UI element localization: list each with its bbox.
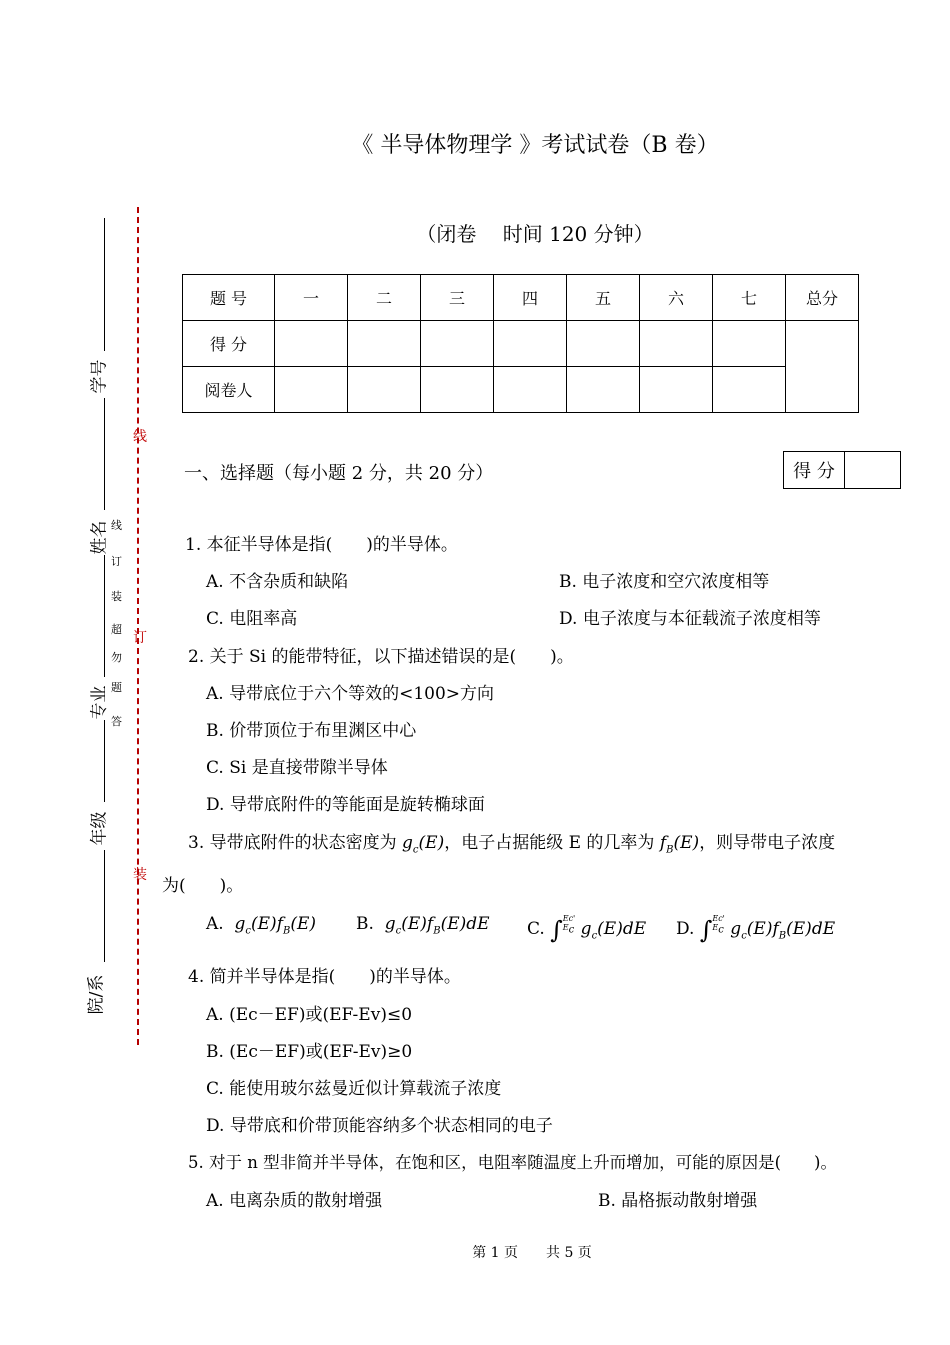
table-cell: 题 号 <box>183 275 275 321</box>
integral-sign-icon: ∫ <box>699 916 713 944</box>
question-2-option-c[interactable]: C. Si 是直接带隙半导体 <box>206 758 388 778</box>
field-line-student-id[interactable] <box>104 218 105 351</box>
table-cell[interactable] <box>713 321 786 367</box>
field-label-major: 专业 <box>89 685 110 720</box>
table-cell[interactable] <box>275 321 348 367</box>
field-label-name: 姓名 <box>89 520 110 555</box>
question-1-option-c[interactable]: C. 电阻率高 <box>206 609 298 629</box>
table-cell[interactable] <box>494 367 567 413</box>
math-gc: $g_c(E)$ <box>402 833 445 856</box>
question-2-stem: 2. 关于 Si 的能带特征，以下描述错误的是( )。 <box>188 647 574 667</box>
binding-mark-zhuang: 装 <box>133 867 147 883</box>
table-cell[interactable] <box>421 367 494 413</box>
table-cell: 六 <box>640 275 713 321</box>
table-cell: 一 <box>275 275 348 321</box>
question-5-option-b[interactable]: B. 晶格振动散射增强 <box>598 1191 758 1211</box>
table-cell[interactable] <box>275 367 348 413</box>
notice-char: 超 <box>111 623 122 636</box>
field-label-department: 院/系 <box>86 974 107 1015</box>
notice-char: 勿 <box>111 651 122 664</box>
table-cell[interactable] <box>640 367 713 413</box>
question-3-option-b[interactable]: B. $g_c(E)f_B(E)dE$ <box>356 914 490 937</box>
table-cell[interactable] <box>348 321 421 367</box>
question-4-stem: 4. 简并半导体是指( )的半导体。 <box>188 967 461 987</box>
notice-char: 装 <box>111 590 122 603</box>
question-4-option-b[interactable]: B. (Ec－EF)或(EF-Ev)≥0 <box>206 1042 413 1062</box>
field-label-grade: 年级 <box>89 811 110 846</box>
notice-char: 答 <box>111 715 122 728</box>
exam-title: 《 半导体物理学 》考试试卷（B 卷） <box>351 133 719 158</box>
math-fb: $f_B(E)$ <box>659 833 700 856</box>
table-row <box>183 321 859 367</box>
table-cell: 七 <box>713 275 786 321</box>
table-cell: 三 <box>421 275 494 321</box>
table-cell[interactable] <box>348 367 421 413</box>
table-cell: 总分 <box>786 275 859 321</box>
notice-char: 订 <box>111 555 122 568</box>
table-cell: 阅卷人 <box>183 367 275 413</box>
question-3-option-d[interactable]: D. ∫Ec' $E_c$ $g_c(E)f_B(E)dE$ <box>676 914 836 944</box>
table-cell: 二 <box>348 275 421 321</box>
section-score-box <box>783 451 901 489</box>
table-cell: 五 <box>567 275 640 321</box>
question-4-option-a[interactable]: A. (Ec－EF)或(EF-Ev)≤0 <box>206 1005 413 1025</box>
binding-mark-line: 线 <box>133 429 147 445</box>
field-line-major[interactable] <box>104 555 105 677</box>
table-cell[interactable] <box>640 321 713 367</box>
table-cell[interactable] <box>713 367 786 413</box>
field-line-name[interactable] <box>104 398 105 510</box>
question-3-option-c[interactable]: C. ∫Ec' $E_c$ $g_c(E)dE$ <box>527 914 647 944</box>
question-3-option-a[interactable]: A. $g_c(E)f_B(E)$ <box>206 914 317 937</box>
question-2-option-b[interactable]: B. 价带顶位于布里渊区中心 <box>206 721 417 741</box>
table-cell[interactable] <box>421 321 494 367</box>
question-5-stem: 5. 对于 n 型非简并半导体，在饱和区，电阻率随温度上升而增加，可能的原因是( )。 <box>188 1153 837 1172</box>
question-1-option-a[interactable]: A. 不含杂质和缺陷 <box>206 572 349 592</box>
table-row <box>183 275 859 321</box>
page-footer: 第 1 页 共 5 页 <box>472 1245 592 1261</box>
question-1-option-d[interactable]: D. 电子浓度与本征载流子浓度相等 <box>559 609 821 629</box>
notice-char: 题 <box>111 681 122 694</box>
table-cell[interactable] <box>494 321 567 367</box>
table-cell: 得 分 <box>183 321 275 367</box>
question-2-option-d[interactable]: D. 导带底附件的等能面是旋转椭球面 <box>206 795 485 815</box>
question-4-option-c[interactable]: C. 能使用玻尔兹曼近似计算载流子浓度 <box>206 1079 502 1099</box>
question-1-option-b[interactable]: B. 电子浓度和空穴浓度相等 <box>559 572 770 592</box>
total-score-cell[interactable] <box>786 321 859 413</box>
question-2-option-a[interactable]: A. 导带底位于六个等效的<100>方向 <box>206 684 495 704</box>
field-line-department[interactable] <box>104 850 105 962</box>
question-5-option-a[interactable]: A. 电离杂质的散射增强 <box>206 1191 383 1211</box>
integral-sign-icon: ∫ <box>550 916 563 944</box>
field-line-grade[interactable] <box>104 720 105 802</box>
table-cell[interactable] <box>567 367 640 413</box>
question-3-stem-cont: 为( )。 <box>162 876 244 896</box>
section-heading: 一、选择题（每小题 2 分，共 20 分） <box>184 463 494 484</box>
table-cell: 四 <box>494 275 567 321</box>
question-4-option-d[interactable]: D. 导带底和价带顶能容纳多个状态相同的电子 <box>206 1116 553 1136</box>
table-row <box>183 367 859 413</box>
section-score-input[interactable] <box>845 452 901 489</box>
notice-char: 线 <box>111 519 122 532</box>
section-score-label: 得 分 <box>784 452 845 489</box>
score-table <box>182 274 859 413</box>
table-cell[interactable] <box>567 321 640 367</box>
exam-subtitle: （闭卷 时间 120 分钟） <box>416 222 654 246</box>
binding-dashed-line <box>137 207 139 1045</box>
field-label-student-id: 学号 <box>89 359 110 394</box>
binding-mark-ding: 订 <box>133 630 147 646</box>
question-3-stem: 3. 导带底附件的状态密度为 $g_c(E)$，电子占据能级 E 的几率为 $f_B(E)$，则导带电子浓度 <box>188 833 836 856</box>
question-1-stem: 1. 本征半导体是指( )的半导体。 <box>185 535 458 555</box>
